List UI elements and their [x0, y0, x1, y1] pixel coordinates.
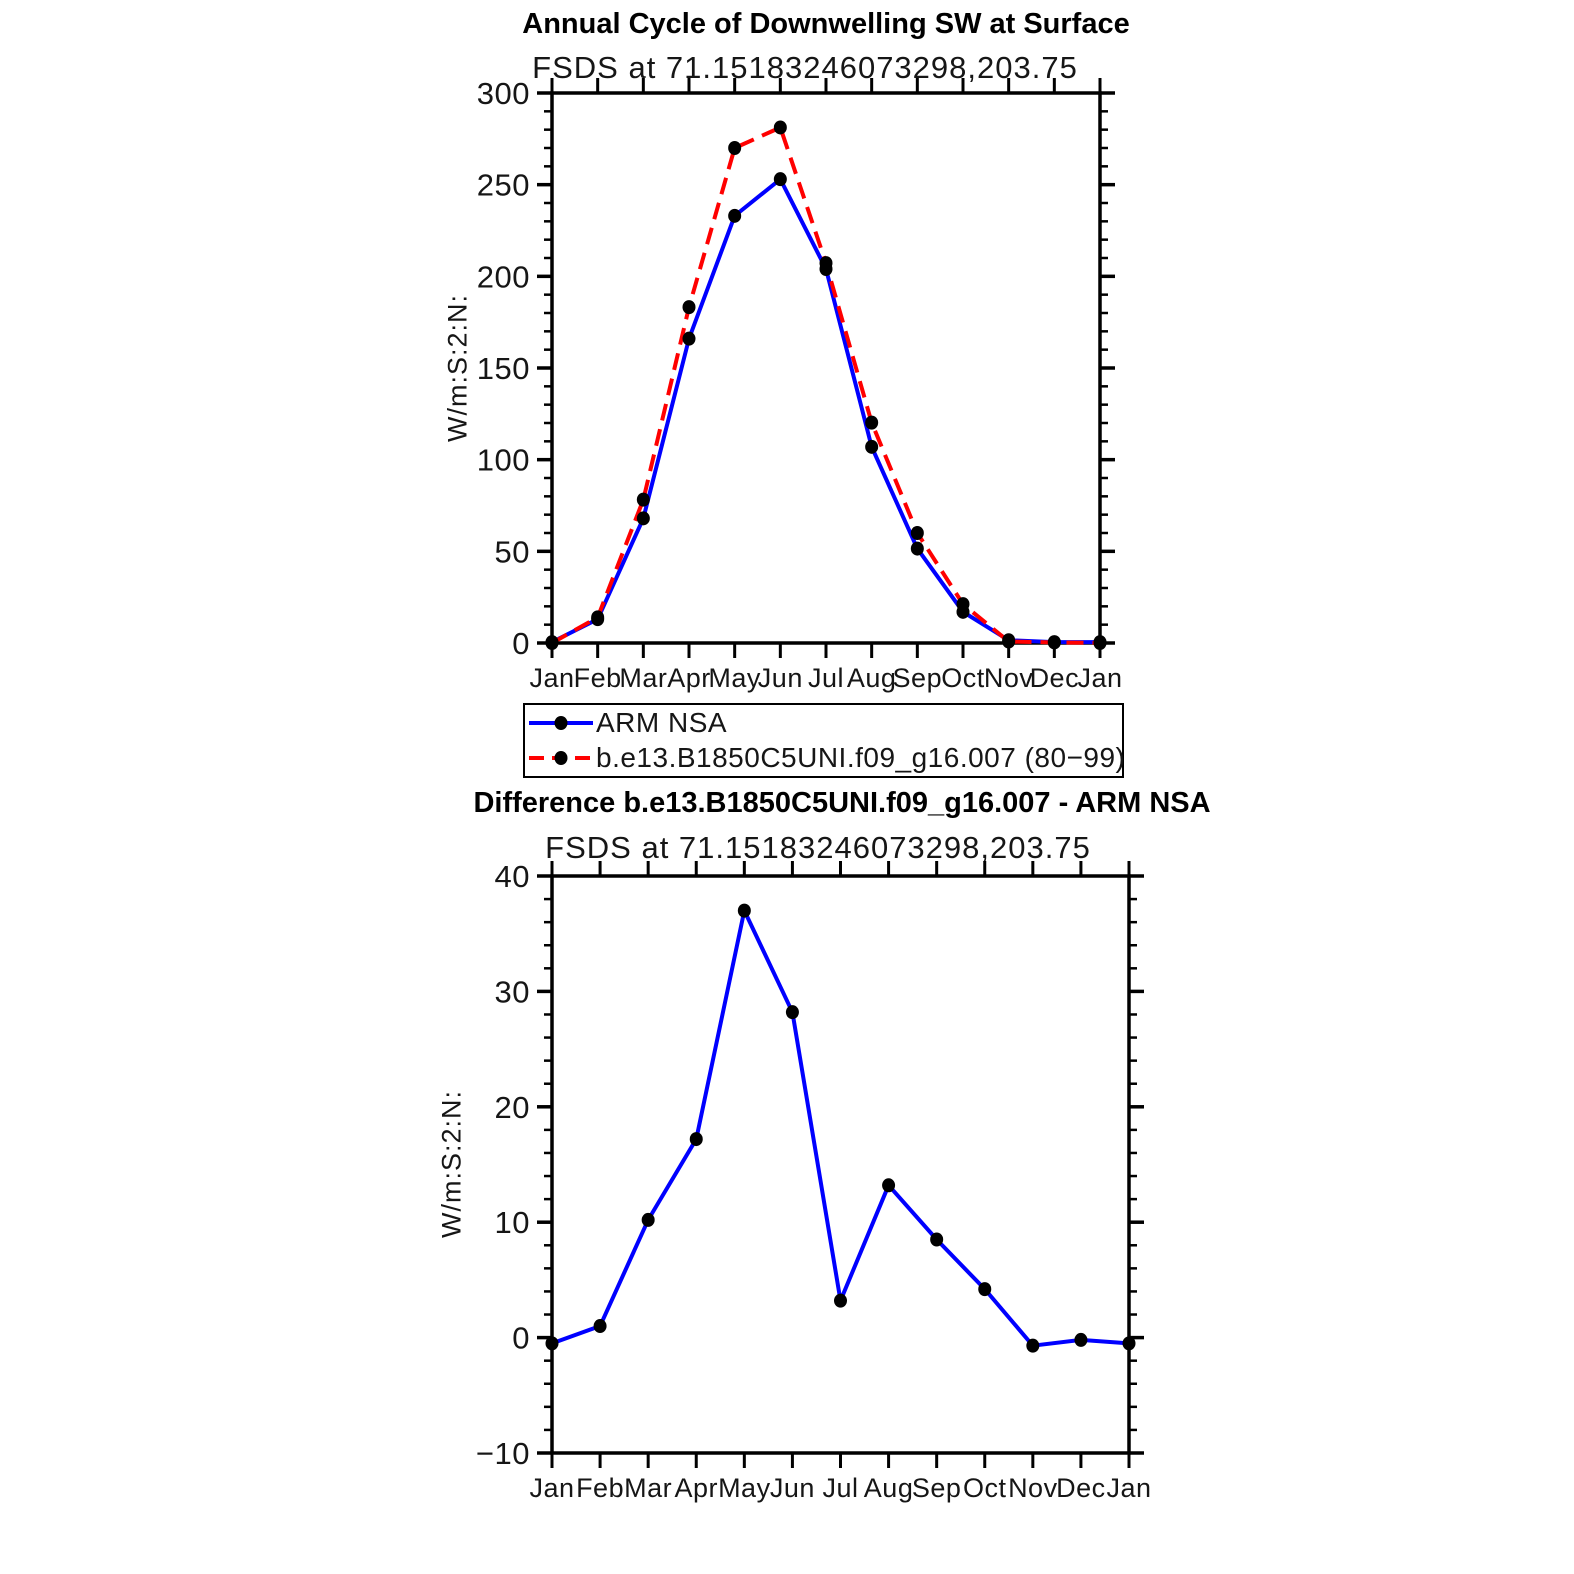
x-tick-label: Sep — [911, 1473, 962, 1503]
x-tick-label: Apr — [667, 663, 711, 693]
data-point-marker — [546, 1336, 559, 1350]
y-tick-label: 0 — [512, 1320, 530, 1356]
data-point-marker — [591, 610, 604, 624]
data-point-marker — [728, 209, 741, 223]
y-tick-label: 50 — [494, 534, 530, 570]
y-tick-label: 200 — [476, 259, 530, 295]
series-line-difference — [552, 911, 1129, 1346]
x-tick-label: Mar — [624, 1473, 673, 1503]
data-point-marker — [594, 1319, 607, 1333]
x-tick-label: Jan — [529, 663, 575, 693]
legend-label: ARM NSA — [596, 706, 728, 738]
data-point-marker — [911, 526, 924, 540]
x-tick-label: Oct — [941, 663, 985, 693]
x-tick-label: Dec — [1056, 1473, 1106, 1503]
x-tick-label: Feb — [576, 1473, 625, 1503]
x-tick-label: Jun — [769, 1473, 815, 1503]
legend-item-1 — [525, 741, 1126, 777]
x-tick-label: Sep — [892, 663, 943, 693]
data-point-marker — [683, 332, 696, 346]
data-point-marker — [882, 1178, 895, 1192]
x-tick-label: Jan — [529, 1473, 575, 1503]
difference-chart — [476, 859, 1152, 1503]
data-point-marker — [690, 1132, 703, 1146]
x-tick-label: Dec — [1029, 663, 1080, 693]
x-tick-label: Jul — [807, 663, 845, 693]
data-point-marker — [865, 416, 878, 430]
data-point-marker — [1002, 635, 1015, 649]
data-point-marker — [642, 1213, 655, 1227]
y-tick-label: 20 — [494, 1089, 530, 1125]
legend-marker-dot — [555, 751, 568, 765]
data-point-marker — [546, 636, 559, 650]
y-tick-label: 30 — [494, 974, 530, 1010]
y-tick-label: 0 — [512, 626, 530, 661]
data-point-marker — [911, 542, 924, 556]
data-point-marker — [1094, 636, 1107, 650]
data-point-marker — [738, 904, 751, 918]
x-tick-label: Jul — [822, 1473, 859, 1503]
annual-cycle-chart — [477, 76, 1123, 693]
x-tick-label: Jun — [757, 663, 803, 693]
y-tick-label: 10 — [494, 1205, 530, 1241]
x-tick-label: Feb — [573, 663, 622, 693]
legend-marker-dot — [555, 716, 568, 730]
data-point-marker — [930, 1233, 943, 1247]
chart2-title: Difference b.e13.B1850C5UNI.f09_g16.007 - ARM NSA — [473, 787, 1211, 819]
x-tick-label: Apr — [674, 1473, 719, 1503]
data-point-marker — [774, 172, 787, 186]
x-tick-label: Oct — [962, 1473, 1007, 1503]
y-tick-label: 150 — [476, 351, 530, 386]
x-tick-label: Jan — [1106, 1473, 1152, 1503]
axis-frame — [552, 93, 1100, 643]
data-point-marker — [865, 440, 878, 454]
x-tick-label: May — [708, 663, 761, 693]
data-point-marker — [1074, 1333, 1087, 1347]
data-point-marker — [637, 493, 650, 507]
x-tick-label: Nov — [1008, 1473, 1058, 1503]
x-tick-label: Mar — [619, 663, 668, 693]
legend-item-0 — [525, 705, 1122, 741]
data-point-marker — [683, 300, 696, 314]
legend — [523, 703, 1124, 778]
y-tick-label: 100 — [476, 442, 530, 478]
chart2-subtitle: FSDS at 71.15183246073298,203.75 — [545, 830, 1091, 865]
data-point-marker — [728, 141, 741, 155]
axis-frame — [552, 876, 1129, 1453]
y-tick-label: −10 — [475, 1436, 530, 1471]
data-point-marker — [1026, 1339, 1039, 1353]
x-tick-label: Aug — [863, 1473, 914, 1503]
dashed-line-swatch-icon — [529, 749, 593, 767]
data-point-marker — [957, 597, 970, 611]
series-line-b-e13-b1850c5uni-f09-g16-007-80-99- — [552, 127, 1100, 643]
x-tick-label: Nov — [983, 663, 1034, 693]
data-point-marker — [786, 1005, 799, 1019]
chart1-subtitle: FSDS at 71.15183246073298,203.75 — [532, 50, 1078, 85]
solid-line-swatch-icon — [529, 714, 593, 732]
data-point-marker — [1123, 1336, 1136, 1350]
chart2-y-axis-label: W/m:S:2:N: — [436, 1089, 467, 1239]
legend-label: b.e13.B1850C5UNI.f09_g16.007 (80−99) — [596, 742, 1126, 774]
data-point-marker — [1048, 635, 1061, 649]
x-tick-label: Jan — [1077, 663, 1123, 693]
chart1-title: Annual Cycle of Downwelling SW at Surface — [522, 8, 1130, 40]
data-point-marker — [834, 1294, 847, 1308]
chart1-y-axis-label: W/m:S:2:N: — [442, 293, 473, 443]
y-tick-label: 250 — [476, 167, 530, 203]
x-tick-label: Aug — [846, 663, 897, 693]
y-tick-label: 300 — [476, 76, 530, 111]
data-point-marker — [774, 120, 787, 134]
series-line-arm-nsa — [552, 179, 1100, 642]
data-point-marker — [978, 1282, 991, 1296]
data-point-marker — [637, 511, 650, 525]
data-point-marker — [820, 256, 833, 270]
y-tick-label: 40 — [494, 859, 530, 894]
x-tick-label: May — [718, 1473, 771, 1503]
